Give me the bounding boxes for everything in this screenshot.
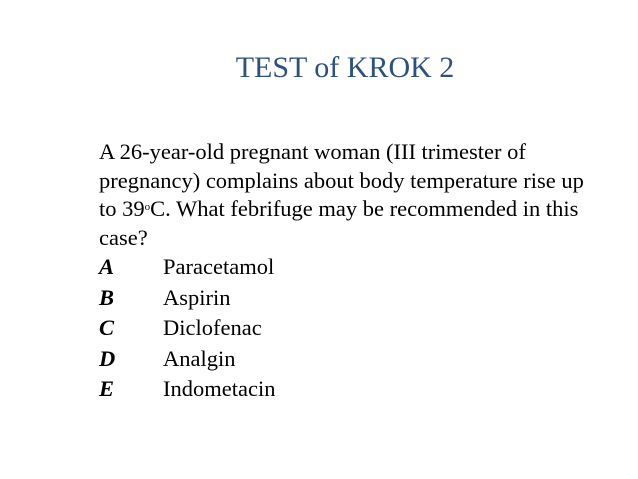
answer-option-d — [99, 344, 399, 375]
question-text — [99, 138, 599, 252]
option-letter: B — [99, 284, 115, 310]
answer-option-c — [99, 313, 399, 344]
answer-option-b — [99, 283, 399, 314]
option-text: Indometacin — [163, 376, 276, 401]
option-text: Aspirin — [163, 284, 231, 310]
option-text: Diclofenac — [163, 315, 262, 340]
slide-title: TEST of KROK 2 — [235, 51, 455, 84]
option-letter: A — [99, 254, 115, 279]
answer-option-e — [99, 374, 399, 405]
option-letter: C — [99, 315, 115, 340]
option-letter: E — [99, 376, 115, 401]
option-letter: D — [99, 345, 116, 371]
degree-superscript: o — [144, 200, 151, 213]
answer-options — [99, 252, 399, 405]
question-text-part1: A 26-year-old pregnant woman (III trimester of pregnancy) complains about body temperature rise up to 39 — [99, 139, 584, 221]
question-text-part2: C. What febrifuge may be recommended in this case? — [99, 196, 579, 250]
option-text: Paracetamol — [163, 254, 275, 279]
answer-option-a — [99, 252, 399, 283]
option-text: Analgin — [163, 345, 236, 371]
